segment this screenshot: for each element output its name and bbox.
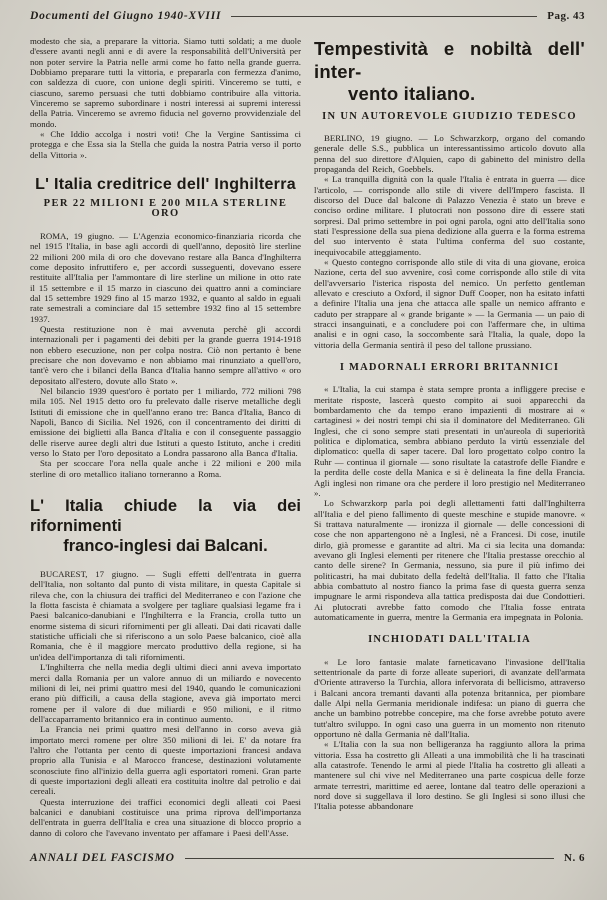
left-column: [30, 36, 301, 838]
body-paragraph: L'Inghilterra che nella media degli ultimi dieci anni aveva importato merci dalla Romania per un valore annuo di un miliardo e novecento milioni di lei, nei primi quattro mesi del 1940, quando le comunicazioni erano più difficili, a causa della stagione, aveva già importato merci romene per il valore di due miliardi e 950 milioni, e il ritmo dell'accaparramento britannico era in continuo aumento.: [30, 662, 301, 724]
body-paragraph: « L'Italia, la cui stampa è stata sempre pronta a infliggere precise e meritate risposte, lascerà questo compito ai suoi apparecchi da bombardamento che da tempo erano impazienti di mostrare ai « cartaginesi » dei nostri tempi chi sia il dominatore del Mediterraneo. Gli Inglesi, che ci sono sempre stati presentati in un'aureola di superiorità politica e diplomatica, sembra abbiano perduto la virtù essenziale del diplomatico: quella di saper tacere. Dal loro progettato colpo contro la Ruhr — continua il giornale — sono risultate la catastrofe delle Fiandre e la perdita delle coste della Manica e si è delineata la fine della Francia. Agli inglesi non rimane ora che perdere il loro prestigio nel Mediterraneo ».: [314, 384, 585, 498]
article-title: [30, 496, 301, 556]
page-number: Pag. 43: [547, 10, 585, 22]
article-title-line1: Tempestività e nobiltà dell' inter-: [314, 38, 585, 82]
body-paragraph: modesto che sia, a preparare la vittoria. Siamo tutti soldati; a me duole d'essere avanti negli anni e di avere la responsabilità dell'Università per non poter servire la Patria nelle armi come ho fatto nella grande guerra. Dobbiamo preparare tutti la vittoria, e prepararla con fermezza d'animo, con saldezza di cuore, con unione degli spiriti. Vinceremo se tutti, e ciascuno, saremo persuasi che tutti dobbiamo contribuire alla vittoria. Vinceremo se sapremo subordinare i nostri interessi ai supremi interessi della Patria. Vinceremo se avremo fiducia nel governo provvidenziale del mondo.: [30, 36, 301, 129]
body-paragraph: « La tranquilla dignità con la quale l'Italia è entrata in guerra — dice l'articolo, — corrisponde allo stile di vivere dell'Impero fascista. Il discorso del Duce dal balcone di Palazzo Venezia è stato un breve e conciso ordine militare. I plutocrati non possono dire di essere stati sorpresi. Dal primo settembre in poi ogni parola, ogni atto dell'Italia sono stati l'espressione della sua piena dedizione alla guerra e la forma estrema del suo intervento è stata l'ultima conferma del suo costante, inequivocabile atteggiamento.: [314, 174, 585, 257]
body-paragraph: « L'Italia con la sua non belligeranza ha raggiunto allora la prima vittoria. Essa ha costretto gli Alleati a una immobilità che li ha trascinati alla catastrofe. Tenendo le armi al piede l'Italia ha costretto gli alleati a mantenere sul chi vive nel Mediterraneo una parte cospicua delle forze armate terrestri, marittime ed aeree, lontane dal teatro delle operazioni a nord dove si suggellava il loro destino. Se gli Inglesi si sono illusi che l'Italia potesse abbandonare: [314, 739, 585, 812]
section-heading: INCHIODATI DALL'ITALIA: [368, 634, 531, 646]
article-title-line2: franco-inglesi dai Balcani.: [63, 537, 268, 556]
page-content: [30, 36, 585, 838]
section-heading: I MADORNALI ERRORI BRITANNICI: [339, 362, 560, 374]
body-paragraph: Questa interruzione dei traffici economici degli alleati coi Paesi balcanici e danubiani costituisce una prima riprova dell'importanza dell'entrata in guerra dell'Italia e crea una situazione di blocco proprio a danno di coloro che l'avevano inventato per affamare i Paesi dell'Asse.: [30, 796, 301, 838]
footer-title: ANNALI DEL FASCISMO: [30, 852, 175, 864]
header-rule: [231, 16, 537, 17]
article-title: [314, 38, 585, 106]
body-paragraph: Nel bilancio 1939 quest'oro è portato per 1 miliardo, 772 milioni 798 mila 105. Nel 1915 detto oro fu prelevato dalle riserve metalliche degli Istituti di emissione che in quell'anno erano tre: Banca d'Italia, Banco di Napoli, Banco di Sicilia. Nel 1926, con il concentramento dei diritti di emissione dei biglietti alla Banca d'Italia e con il conseguente passaggio delle riserve auree degli altri due Istituti a questo Istituto, anche i crediti verso lo Stato per l'oro depositato a Londra passarono alla Banca d'Italia.: [30, 385, 301, 459]
right-column: [314, 36, 585, 838]
header-title: Documenti del Giugno 1940-XVIII: [30, 10, 222, 22]
body-paragraph: Questa restituzione non è mai avvenuta perchè gli accordi internazionali per i pagamenti dei debiti per la grande guerra 1914-1918 non ebbero esecuzione, non per colpa nostra. Ciò non pertanto è bene precisare che non dovevamo e non abbiamo mai rinunziato a quell'oro, tant'è vero che i bilanci della Banca d'Italia hanno sempre all'attivo « oro depositato all'estero, dovute allo Stato ».: [30, 323, 301, 386]
article-title: L' Italia creditrice dell' Inghilterra: [35, 176, 296, 194]
body-paragraph: La Francia nei primi quattro mesi dell'anno in corso aveva già importato merci romene per oltre 350 milioni di lei. E' da notare fra l'altro che l'ottanta per cento di queste importazioni francesi andava proprio alla Tunisia e al Marocco francese, destinazioni volutamente sconosciute fino all'inizio della guerra agli esportatori romeni. Gran parte di queste importazioni degli alleati era costituita inoltre dal petrolio e dai cereali.: [30, 724, 301, 797]
article-title-line1: L' Italia chiude la via dei rifornimenti: [30, 497, 301, 536]
issue-number: N. 6: [564, 852, 585, 864]
body-paragraph: BERLINO, 19 giugno. — Lo Schwarzkorp, organo del comando generale delle S.S., pubblica un interessantissimo articolo dovuto alla penna del suo direttore d'Alquien, capo di gabinetto del ministro della propaganda del Reich, Goebbels.: [314, 132, 585, 174]
body-paragraph: Lo Schwarzkorp parla poi degli allettamenti fatti dall'Inghilterra all'Italia e del pieno fallimento di queste meschine e stupide manovre. « Si trattava naturalmente — ironizza il giornale — delle concessioni di cose che non appartengono nè a Inglesi, nè a Francesi. Di cose, inutile dirlo, già promesse e garantite ad altri. Ma ci sia lecita una domanda: avevano gli Inglesi elementi per ritenere che l'Italia prestasse orecchio al canto delle sirene? In Germania, nessuno, sia pure il più infimo dei politicastri, ha mai dubitato della fedeltà dell'Italia. Il fatto che l'Italia abbia combattuto al nostro fianco la prima fase di questa guerra senza impugnare le armi rispondeva alla tattica predisposta dai due Condottieri. Ai plutocrati avrebbe fatto comodo che l'Italia fosse entrata automaticamente in guerra, mentre la Germania era impegnata in Polonia.: [314, 498, 585, 622]
body-paragraph: Sta per scoccare l'ora nella quale anche i 22 milioni e 200 mila sterline di oro metallico italiano torneranno a Roma.: [30, 458, 301, 479]
body-paragraph: « Che Iddio accolga i nostri voti! Che la Vergine Santissima ci protegga e che Essa sia la Stella che guida la nostra Patria verso il porto della Vittoria ».: [30, 129, 301, 160]
article-subtitle: PER 22 MILIONI E 200 MILA STERLINE ORO: [43, 198, 288, 220]
footer-rule: [185, 858, 554, 859]
body-paragraph: « Questo contegno corrisponde allo stile di vita di una giovane, eroica Nazione, certa del suo avvenire, così come corrisponde allo stile di vita dell'avversario l'isterica risposta del nemico. Un perfetto gentleman allevato e cresciuto a Oxford, il signor Duff Cooper, non ha esitato infatti a definire l'Italia una jena che attacca alle spalle un nemico affranto e caduto per strappare al « grande brigante » — la Germania — un paio di stracci insanguinati, e a concludere poi con l'affermare che, in ultima analisi e in ogni caso, la soccombente sarà l'Italia, la quale, dopo la vittoria della Germania sentirà il peso del tallone prussiano.: [314, 256, 585, 350]
article-title-line2: vento italiano.: [348, 83, 476, 104]
page-header: [30, 10, 585, 22]
article-subtitle: IN UN AUTOREVOLE GIUDIZIO TEDESCO: [322, 110, 577, 122]
body-paragraph: « Le loro fantasie malate farneticavano l'invasione dell'Italia settentrionale da parte di forze alleate superiori, di avanzate dell'armata d'Oriente attraverso la Turchia, allora infervorata di bellicismo, attraverso i Balcani ancora tremanti davanti alla potenza britannica, per piombare dalle Alpi nella Germania meridionale indifesa: un piano di guerra che anche un bambino potrebbe concepire, ma che forse avrebbe potuto avere tutt'altro sviluppo. In ogni caso una guerra in un momento non ritenuto opportuno nè dalla Germania nè dall'Italia.: [314, 656, 585, 740]
body-paragraph: BUCAREST, 17 giugno. — Sugli effetti dell'entrata in guerra dell'Italia, non soltanto dal punto di vista militare, in questa Capitale si rileva che, con la chiusura dei traffici del Mediterraneo e con l'azione che la flotta fascista è chiamata a svolgere per tagliare qualsiasi legame fra i Paesi balcanico-danubiani e l'Inghilterra e la Francia, crolla tutto un enorme sistema di sicuri rifornimenti per gli alleati. Dai dati ricavati dalle statistiche ufficiali che si riferiscono a un solo Paese balcanico, cioè alla Romania, che è il maggiore mercato produttivo della regione, si ha un'idea dell'importanza di tali rifornimenti.: [30, 569, 301, 662]
page-footer: [30, 852, 585, 864]
body-paragraph: ROMA, 19 giugno. — L'Agenzia economico-finanziaria ricorda che nel 1915 l'Italia, in base agli accordi di quell'anno, depositò lire sterline 22 milioni 200 mila di oro che dovevano restare alla Banca d'Inghilterra come deposito infruttifero e, per accordi susseguenti, dovevano essere restituite all'Italia per l'ammontare di lire sterline un milione in otto rate il 15 settembre e il 15 marzo in ciascuno dei quattro anni a cominciare dal 15 settembre 1929 fino al 15 marzo 1932, e quanto al saldo in eguali rate semestrali a cominciare dal 15 settembre 1932 fino al 15 settembre 1937.: [30, 230, 301, 324]
